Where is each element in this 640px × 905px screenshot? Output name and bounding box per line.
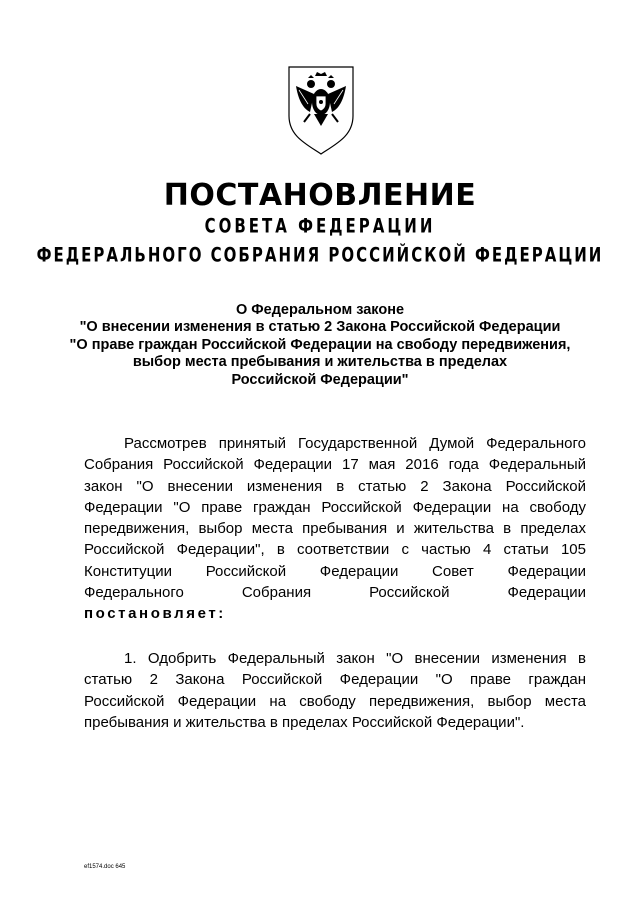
coat-of-arms-icon — [286, 64, 356, 156]
document-subtitle: СОВЕТА ФЕДЕРАЦИИ — [204, 214, 436, 238]
subject-line: О Федеральном законе — [235, 302, 405, 318]
paragraph-line: закон "О внесении изменения в статью 2 Закона Российской — [84, 477, 586, 495]
decree-word: постановляет: — [84, 605, 226, 623]
subject-line: "О праве граждан Российской Федерации на свободу передвижения, — [69, 336, 571, 353]
paragraph-line: статью 2 Закона Российской Федерации "О праве граждан — [84, 671, 586, 689]
subject-line: выбор места пребывания и жительства в пределах — [132, 354, 508, 371]
paragraph-line: Федерации "О праве граждан Российской Федерации на свободу — [84, 498, 586, 516]
subject-line: "О внесении изменения в статью 2 Закона Российской Федерации — [79, 319, 561, 336]
paragraph-line: Конституции Российской Федерации Совет Федерации — [84, 562, 586, 580]
document-subtitle-2: ФЕДЕРАЛЬНОГО СОБРАНИЯ РОССИЙСКОЙ ФЕДЕРАЦИИ — [36, 243, 604, 267]
subject-line: Российской Федерации" — [231, 371, 409, 388]
paragraph-line — [84, 603, 586, 624]
paragraph-line: Собрания Российской Федерации 17 мая 2016 года Федеральный — [84, 456, 586, 474]
body-paragraph-2 — [84, 648, 586, 733]
paragraph-line: Российской Федерации", в соответствии с частью 4 статьи 105 — [84, 541, 586, 559]
paragraph-line: Рассмотрев принятый Государственной Думой Федерального — [124, 435, 586, 452]
document-title: ПОСТАНОВЛЕНИЕ — [163, 178, 477, 213]
document-subject — [40, 302, 600, 389]
paragraph-line: 1. Одобрить Федеральный закон "О внесении изменения в — [124, 650, 586, 667]
body-paragraph-1 — [84, 433, 586, 625]
paragraph-line: Федерального Собрания Российской Федерации — [84, 584, 586, 602]
document-reference: ef1574.doc 645 — [84, 864, 126, 870]
paragraph-line: пребывания и жительства в пределах Российской Федерации". — [84, 713, 525, 731]
paragraph-line: передвижения, выбор места пребывания и жительства в пределах — [84, 520, 586, 538]
paragraph-line: Российской Федерации на свободу передвижения, выбор места — [84, 692, 586, 710]
